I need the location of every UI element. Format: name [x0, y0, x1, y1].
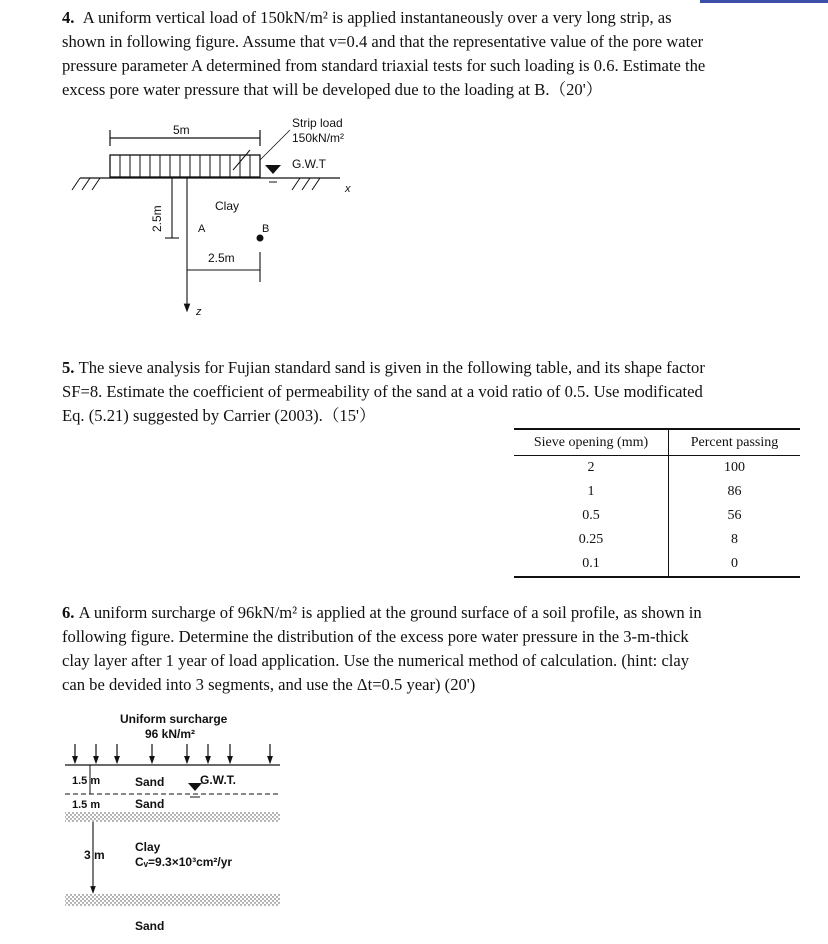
q4-x-axis-label: x [345, 183, 351, 195]
table-row [514, 504, 800, 528]
q4-depth-label: 2.5m [150, 205, 164, 232]
question-6-text [62, 601, 802, 697]
clay-bottom-boundary [65, 894, 280, 906]
question-4-text [62, 6, 802, 102]
q4-gwt-label: G.W.T [292, 157, 326, 171]
q4-z-axis-label: z [196, 306, 202, 318]
q4-strip-load-label: Strip load [292, 116, 343, 130]
q4-line2: shown in following figure. Assume that v=0.4 and that the representative value of the pore water [62, 32, 704, 51]
q4-point-b-label: B [262, 223, 270, 235]
percent-passing-cell: 86 [727, 484, 742, 499]
question-5-text [62, 356, 802, 428]
sieve-opening-cell: 2 [514, 456, 669, 481]
q4-load-value-label: 150kN/m² [292, 131, 345, 145]
q6-layer2-soil: Sand [135, 797, 165, 811]
q4-line1: A uniform vertical load of 150kN/m² is applied instantaneously over a very long strip, as [82, 8, 672, 27]
sieve-table [514, 428, 800, 578]
sieve-opening-cell: 1 [514, 480, 669, 504]
q4-clay-label: Clay [215, 199, 240, 213]
table-row [514, 456, 800, 481]
surcharge-arrows [75, 744, 270, 760]
strip-load-figure [60, 110, 380, 325]
sieve-opening-header: Sieve opening (mm) [514, 429, 669, 456]
q4-line4: excess pore water pressure that will be developed due to the loading at B.（20'） [62, 80, 603, 99]
q4-line3: pressure parameter A determined from standard triaxial tests for such loading is 0.6. Estimate the [62, 56, 706, 75]
table-row [514, 480, 800, 504]
q6-clay-cv: Cᵥ=9.3×10³cm²/yr [135, 855, 233, 869]
q6-bottom-soil: Sand [135, 919, 165, 933]
q6-surcharge-value: 96 kN/m² [145, 727, 196, 741]
question-6-number: 6. [62, 603, 75, 622]
q6-layer1-soil: Sand [135, 775, 165, 789]
sieve-opening-cell: 0.1 [514, 552, 669, 577]
gwt-marker-icon [265, 165, 281, 174]
q5-line2: SF=8. Estimate the coefficient of permeability of the sand at a void ratio of 0.5. Use modificated [62, 382, 703, 401]
q6-gwt-label: G.W.T. [200, 773, 236, 787]
percent-passing-cell: 56 [727, 508, 742, 523]
question-4-number: 4. [62, 8, 75, 27]
question-5-number: 5. [62, 358, 75, 377]
q6-line4: can be devided into 3 segments, and use the Δt=0.5 year) (20') [62, 675, 476, 694]
table-row [514, 552, 800, 577]
q6-line3: clay layer after 1 year of load application. Use the numerical method of calculation. (hint: clay [62, 651, 690, 670]
sieve-opening-cell: 0.5 [514, 504, 669, 528]
soil-profile-figure [60, 708, 290, 940]
q6-layer1-thickness: 1.5 m [72, 775, 101, 787]
q4-width-label: 5m [173, 123, 190, 137]
sieve-table-header [514, 429, 800, 456]
sieve-opening-cell: 0.25 [514, 528, 669, 552]
q6-clay-soil: Clay [135, 840, 161, 854]
point-b-marker [257, 235, 264, 242]
percent-passing-cell: 8 [731, 532, 738, 547]
q6-clay-thickness: 3 m [84, 848, 105, 862]
top-accent-bar [700, 0, 828, 3]
q6-line2: following figure. Determine the distribution of the excess pore water pressure in the 3-m-thick [62, 627, 689, 646]
q6-layer2-thickness: 1.5 m [72, 799, 101, 811]
q5-line1: The sieve analysis for Fujian standard sand is given in the following table, and its shape factor [78, 358, 705, 377]
percent-passing-header: Percent passing [669, 429, 801, 456]
q4-point-a-label: A [198, 223, 206, 235]
percent-passing-cell: 100 [724, 460, 745, 475]
table-row [514, 528, 800, 552]
percent-passing-cell: 0 [669, 552, 801, 577]
q6-surcharge-label: Uniform surcharge [120, 712, 228, 726]
q4-offset-label: 2.5m [208, 251, 235, 265]
sand-clay-boundary [65, 812, 280, 822]
q6-line1: A uniform surcharge of 96kN/m² is applied at the ground surface of a soil profile, as shown in [78, 603, 702, 622]
q5-line3: Eq. (5.21) suggested by Carrier (2003).（15'） [62, 406, 376, 425]
